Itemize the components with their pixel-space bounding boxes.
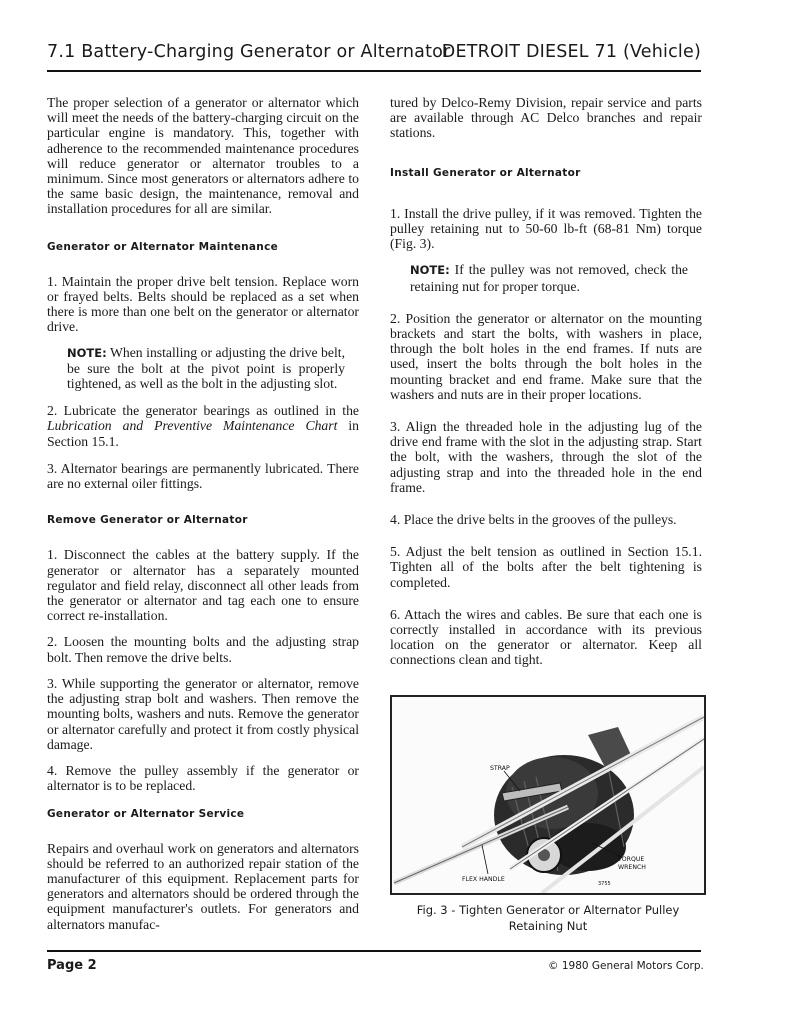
figure-label-torque: TORQUE (618, 856, 645, 863)
copyright-notice: © 1980 General Motors Corp. (548, 960, 704, 972)
figure-label-wrench: WRENCH (618, 864, 646, 871)
heading-maintenance: Generator or Alternator Maintenance (47, 240, 279, 253)
remove-step-2: 2. Loosen the mounting bolts and the adjusting strap bolt. Then remove the drive belts. (47, 634, 359, 665)
remove-step-1: 1. Disconnect the cables at the battery supply. If the generator or alternator has a separately mounted regulator and field relay, disconnect all other leads from the generator or alternator and tag each one to ensure correct re-installation. (47, 547, 359, 624)
heading-remove: Remove Generator or Alternator (47, 514, 248, 527)
figure-label-strap: STRAP (490, 765, 510, 772)
note-text: If the pulley was not removed, check the retaining nut for proper torque. (410, 262, 688, 294)
caption-line-2: Retaining Nut (508, 919, 588, 933)
alternator-wrench-illustration (392, 697, 704, 893)
install-step-3: 3. Align the threaded hole in the adjusting lug of the drive end frame with the slot in the adjusting strap. Start the bolt, with the washers, through the slot of the adjusting strap and into the threaded hole in the end frame. (390, 419, 702, 495)
footer-rule (47, 950, 701, 952)
running-header (47, 40, 701, 66)
header-manual-title: DETROIT DIESEL 71 (Vehicle) (441, 42, 701, 62)
step-2-text-b: in Section 15.1. (47, 418, 359, 449)
continuation-paragraph: tured by Delco-Remy Division, repair service and parts are available through AC Delco branches and repair stations. (390, 95, 702, 141)
install-step-5: 5. Adjust the belt tension as outlined in Section 15.1. Tighten all of the bolts after the belt tightening is completed. (390, 544, 702, 590)
figure-3-photo (390, 695, 706, 895)
note-text: When installing or adjusting the drive belt, be sure the bolt at the pivot point is properly tightened, as well as the bolt in the adjusting slot. (67, 344, 345, 392)
install-step-4: 4. Place the drive belts in the grooves of the pulleys. (390, 512, 677, 528)
step-2-text-a: 2. Lubricate the generator bearings as outlined in the (47, 403, 359, 419)
maintenance-step-3: 3. Alternator bearings are permanently lubricated. There are no external oiler fittings. (47, 460, 359, 492)
heading-install: Install Generator or Alternator (390, 166, 581, 179)
remove-step-4: 4. Remove the pulley assembly if the generator or alternator is to be replaced. (47, 762, 359, 794)
service-paragraph: Repairs and overhaul work on generators and alternators should be referred to an authorized repair station of the manufacturer of this equipment. Replacement parts for generators and alternators should be ordered through the equipment manufacturer's outlets. For generators and alternators manufac- (47, 840, 359, 932)
maintenance-step-2 (47, 403, 359, 449)
page-number: Page 2 (47, 958, 97, 973)
note-label: NOTE: (410, 263, 450, 278)
left-column (47, 95, 359, 932)
header-section-title: 7.1 Battery-Charging Generator or Alternator (47, 42, 451, 62)
install-step-2: 2. Position the generator or alternator on the mounting brackets and start the bolts, with washers in place, through the bolt holes in the end frames. If nuts are used, insert the bolts through the bolt holes in the mounting bracket and end frame. Make sure that the washers and nuts are in their proper locations. (390, 310, 702, 402)
install-note (390, 262, 702, 293)
remove-step-3: 3. While supporting the generator or alternator, remove the adjusting strap bolt and washers. Then remove the mounting bolts, washers and nuts. Remove the generator or alternator carefully and protect it from costly physical damage. (47, 675, 359, 752)
maintenance-note (47, 345, 359, 392)
intro-paragraph: The proper selection of a generator or alternator which will meet the needs of the battery-charging circuit on the particular engine is mandatory. This, together with adherence to the recommended maintenance procedures will reduce generator or alternator troubles to a minimum. Since most generators or alternators adhere to the same basic design, the maintenance, removal and installation procedures for all are similar. (47, 95, 359, 217)
header-rule (47, 70, 701, 72)
install-step-6: 6. Attach the wires and cables. Be sure that each one is correctly installed in accordance with its previous location on the generator or alternator. Keep all connections clean and tight. (390, 606, 702, 668)
figure-caption (390, 902, 706, 934)
caption-line-1: Fig. 3 - Tighten Generator or Alternator Pulley (416, 903, 680, 917)
right-column (390, 95, 702, 668)
figure-label-flex-handle: FLEX HANDLE (462, 876, 505, 883)
maintenance-step-1: 1. Maintain the proper drive belt tension. Replace worn or frayed belts. Belts should be replaced as a set when there is more than one belt on the generator or alternator drive. (47, 273, 359, 335)
install-step-1: 1. Install the drive pulley, if it was removed. Tighten the pulley retaining nut to 50-60 lb-ft (68-81 Nm) torque (Fig. 3). (390, 205, 702, 252)
figure-number: 3755 (598, 881, 611, 887)
step-2-chart-reference: Lubrication and Preventive Maintenance Chart (47, 418, 338, 434)
note-label: NOTE: (67, 345, 107, 360)
heading-service: Generator or Alternator Service (47, 808, 245, 821)
